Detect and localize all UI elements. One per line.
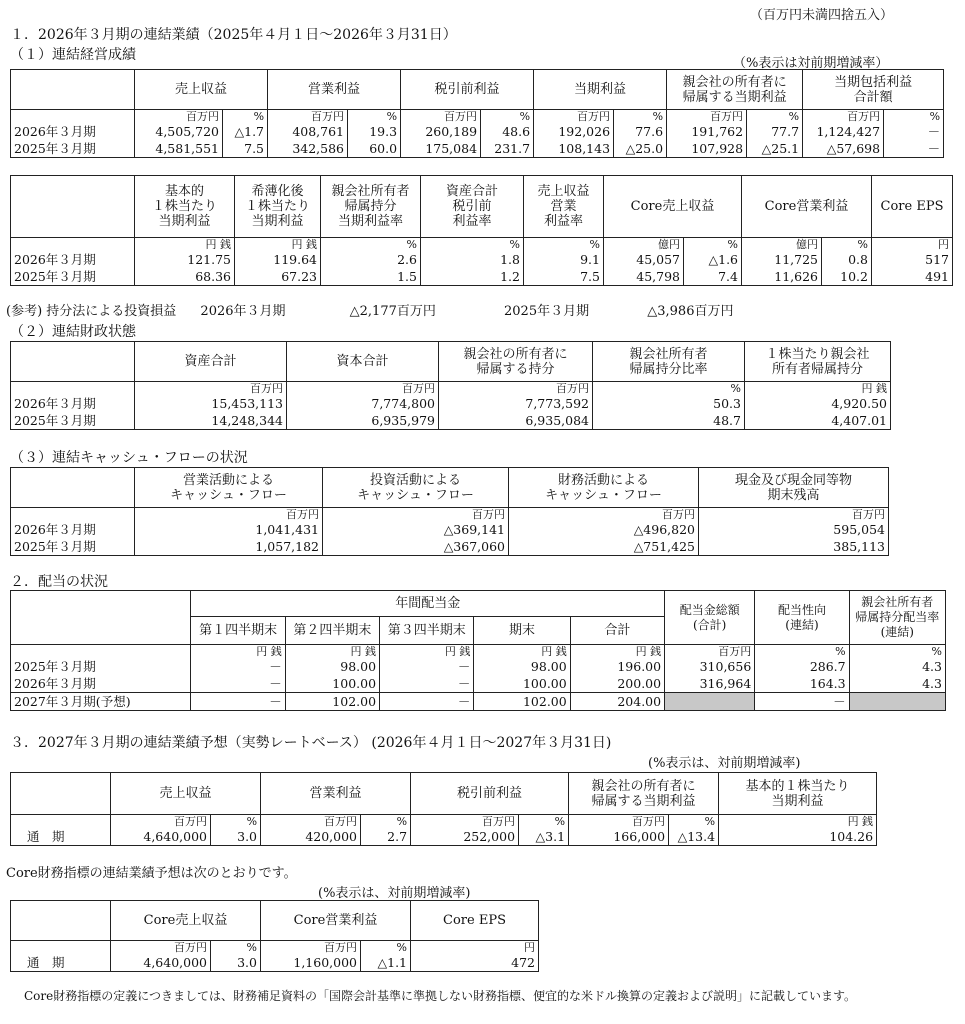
unit: % [593, 382, 745, 396]
cell: 1.2 [421, 268, 524, 286]
cell: － [191, 658, 285, 675]
cell: 1,160,000 [261, 954, 361, 972]
unit: 百万円 [135, 110, 223, 124]
group-header: 年間配当金 [191, 591, 665, 617]
cell: 316,964 [665, 675, 755, 693]
col-header: 親会社所有者 帰属持分 当期利益率 [321, 176, 421, 238]
unit: 円 銭 [235, 238, 321, 252]
cell: 0.8 [822, 251, 872, 268]
cell: 385,113 [699, 538, 889, 556]
col-header: Core EPS [872, 176, 953, 238]
cell: 4,581,551 [135, 140, 223, 158]
cell: 77.7 [747, 123, 803, 140]
row-label: 通 期 [11, 954, 111, 972]
rounding-note: （百万円未満四捨五入） [750, 8, 894, 23]
cell: 260,189 [401, 123, 481, 140]
cell: 166,000 [569, 828, 669, 846]
col-header: 親会社の所有者に 帰属する当期利益 [569, 773, 719, 815]
unit: 百万円 [401, 110, 481, 124]
col-header: 売上収益 [111, 773, 261, 815]
cell: － [191, 675, 285, 693]
unit: 百万円 [569, 815, 669, 829]
cash-flow-table [10, 467, 889, 556]
unit: 百万円 [667, 110, 747, 124]
col-header: 配当金総額 (合計) [665, 591, 755, 645]
col-header: 投資活動による キャッシュ・フロー [323, 468, 509, 508]
cell: 3.0 [211, 954, 261, 972]
unit: 百万円 [135, 382, 287, 396]
unit: % [223, 110, 268, 124]
cell: 4,640,000 [111, 954, 211, 972]
table-row [11, 251, 953, 268]
unit: 百万円 [111, 941, 211, 955]
cell: 45,798 [604, 268, 684, 286]
unit: % [519, 815, 569, 829]
cell: △3.1 [519, 828, 569, 846]
unit: 百万円 [323, 508, 509, 522]
cell: 107,928 [667, 140, 747, 158]
col-header: 現金及び現金同等物 期末残高 [699, 468, 889, 508]
cell: 4.3 [849, 658, 945, 675]
core-intro: Core財務指標の連結業績予想は次のとおりです。 [6, 866, 297, 881]
row-label: 2027年３月期(予想) [11, 693, 191, 711]
cell: 1,057,182 [135, 538, 323, 556]
cell: 102.00 [285, 693, 379, 711]
cell: 100.00 [285, 675, 379, 693]
section-3-title: ３．2027年３月期の連結業績予想（実勢レートベース） (2026年４月１日～2027年３月31日) [10, 735, 612, 751]
table-row [11, 140, 944, 158]
cell: 100.00 [474, 675, 570, 693]
unit: % [361, 941, 411, 955]
gray-cell [849, 693, 945, 711]
cell: 60.0 [348, 140, 401, 158]
cell: 164.3 [755, 675, 849, 693]
col-header: 財務活動による キャッシュ・フロー [509, 468, 699, 508]
cell: 98.00 [285, 658, 379, 675]
col-header: 合計 [570, 617, 664, 645]
unit: 百万円 [135, 508, 323, 522]
cell: 102.00 [474, 693, 570, 711]
table-row [11, 658, 946, 675]
row-label: 2025年３月期 [11, 140, 135, 158]
cell: 11,725 [742, 251, 822, 268]
table-row [11, 828, 877, 846]
unit: 百万円 [534, 110, 614, 124]
cell: 48.6 [481, 123, 534, 140]
unit: 百万円 [665, 645, 755, 659]
row-label: 2026年３月期 [11, 521, 135, 538]
ref-value: △3,986百万円 [647, 304, 734, 319]
cell: 48.7 [593, 412, 745, 430]
cell: 1,124,427 [803, 123, 884, 140]
cell: 231.7 [481, 140, 534, 158]
cell: 6,935,979 [287, 412, 439, 430]
unit: 円 銭 [474, 645, 570, 659]
unit: 円 [411, 941, 539, 955]
col-header: 売上収益 [135, 70, 268, 110]
ref-period: 2026年３月期 [200, 304, 286, 319]
unit: % [211, 815, 261, 829]
cell: 10.2 [822, 268, 872, 286]
cell: 7,773,592 [439, 395, 593, 412]
cell: 4.3 [849, 675, 945, 693]
cell: 204.00 [570, 693, 664, 711]
section-1-title: １．2026年３月期の連結業績（2025年４月１日～2026年３月31日） [10, 27, 457, 43]
equity-method-note [6, 300, 733, 319]
row-label: 2026年３月期 [11, 675, 191, 693]
forecast-table [10, 772, 877, 846]
cell: － [380, 658, 474, 675]
unit: 百万円 [699, 508, 889, 522]
cell: － [884, 140, 944, 158]
row-label: 2026年３月期 [11, 251, 135, 268]
col-header: 税引前利益 [411, 773, 569, 815]
cell: 104.26 [719, 828, 877, 846]
col-header: Core売上収益 [604, 176, 742, 238]
cell: － [755, 693, 849, 711]
cell: 286.7 [755, 658, 849, 675]
cell: － [380, 693, 474, 711]
col-header: 第１四半期末 [191, 617, 285, 645]
cell: 2.6 [321, 251, 421, 268]
table-row [11, 675, 946, 693]
cell: 420,000 [261, 828, 361, 846]
cell: △1.6 [684, 251, 742, 268]
cell: △13.4 [669, 828, 719, 846]
col-header: Core営業利益 [261, 901, 411, 941]
cell: 472 [411, 954, 539, 972]
cell: － [191, 693, 285, 711]
unit: 円 銭 [191, 645, 285, 659]
cell: 1,041,431 [135, 521, 323, 538]
row-label: 2025年３月期 [11, 658, 191, 675]
cell: 7.5 [223, 140, 268, 158]
table-row-forecast [11, 693, 946, 711]
cell: 4,505,720 [135, 123, 223, 140]
financial-position-table [10, 341, 891, 430]
col-header: 営業利益 [268, 70, 401, 110]
col-header: Core EPS [411, 901, 539, 941]
col-header: 資本合計 [287, 342, 439, 382]
cell: 252,000 [411, 828, 519, 846]
cell: 2.7 [361, 828, 411, 846]
cell: 4,640,000 [111, 828, 211, 846]
unit: % [348, 110, 401, 124]
cell: △25.1 [747, 140, 803, 158]
col-header: 第２四半期末 [285, 617, 379, 645]
col-header: １株当たり親会社 所有者帰属持分 [745, 342, 891, 382]
cell: △496,820 [509, 521, 699, 538]
col-header: 配当性向 (連結) [755, 591, 849, 645]
unit: 百万円 [411, 815, 519, 829]
unit: 円 銭 [285, 645, 379, 659]
unit: 円 銭 [719, 815, 877, 829]
cell: － [380, 675, 474, 693]
ref-label: (参考) 持分法による投資損益 [6, 304, 177, 319]
col-header: 親会社の所有者に 帰属する持分 [439, 342, 593, 382]
unit: 億円 [742, 238, 822, 252]
cell: 408,761 [268, 123, 348, 140]
cell: 342,586 [268, 140, 348, 158]
table-row [11, 268, 953, 286]
col-header: 資産合計 [135, 342, 287, 382]
cell: 7.5 [524, 268, 604, 286]
section-1-3-title: （３）連結キャッシュ・フローの状況 [10, 450, 248, 466]
unit: % [421, 238, 524, 252]
cell: 11,626 [742, 268, 822, 286]
col-header: 親会社の所有者に 帰属する当期利益 [667, 70, 803, 110]
table-row [11, 954, 539, 972]
cell: △751,425 [509, 538, 699, 556]
dividend-table [10, 590, 946, 711]
unit: % [321, 238, 421, 252]
cell: 7.4 [684, 268, 742, 286]
unit: 百万円 [803, 110, 884, 124]
cell: 108,143 [534, 140, 614, 158]
cell: 1.5 [321, 268, 421, 286]
unit: 百万円 [439, 382, 593, 396]
row-label: 2025年３月期 [11, 538, 135, 556]
cell: △57,698 [803, 140, 884, 158]
section-1-1-title: （１）連結経営成績 [10, 47, 136, 63]
pct-note: (%表示は、対前期増減率) [648, 756, 801, 771]
table-row [11, 123, 944, 140]
cell: 1.8 [421, 251, 524, 268]
unit: % [669, 815, 719, 829]
cell: 517 [872, 251, 953, 268]
cell: △369,141 [323, 521, 509, 538]
unit: % [684, 238, 742, 252]
unit: 円 [872, 238, 953, 252]
cell: 15,453,113 [135, 395, 287, 412]
col-header: 希薄化後 １株当たり 当期利益 [235, 176, 321, 238]
cell: 121.75 [135, 251, 235, 268]
cell: 595,054 [699, 521, 889, 538]
unit: % [524, 238, 604, 252]
cell: 192,026 [534, 123, 614, 140]
unit: 百万円 [287, 382, 439, 396]
cell: 14,248,344 [135, 412, 287, 430]
core-forecast-table [10, 900, 539, 972]
cell: 50.3 [593, 395, 745, 412]
col-header: Core売上収益 [111, 901, 261, 941]
col-header: 基本的 １株当たり 当期利益 [135, 176, 235, 238]
cell: 67.23 [235, 268, 321, 286]
results-table-2 [10, 175, 953, 286]
ref-period: 2025年３月期 [504, 304, 590, 319]
pct-note: (%表示は、対前期増減率) [318, 886, 471, 901]
section-1-2-title: （２）連結財政状態 [10, 324, 136, 340]
unit: % [211, 941, 261, 955]
unit: 円 銭 [380, 645, 474, 659]
cell: 196.00 [570, 658, 664, 675]
cell: 7,774,800 [287, 395, 439, 412]
cell: 119.64 [235, 251, 321, 268]
row-label: 2026年３月期 [11, 123, 135, 140]
results-table-1 [10, 69, 944, 158]
cell: △1.7 [223, 123, 268, 140]
footnote: Core財務指標の定義につきましては、財務補足資料の「国際会計基準に準拠しない財務指標、便宜的な米ドル換算の定義および説明」に記載しています。 [24, 989, 857, 1003]
unit: 百万円 [111, 815, 211, 829]
cell: △1.1 [361, 954, 411, 972]
pct-note: （%表示は対前期増減率） [733, 56, 889, 71]
section-2-title: ２．配当の状況 [10, 574, 108, 590]
col-header: 第３四半期末 [380, 617, 474, 645]
unit: % [755, 645, 849, 659]
cell: 175,084 [401, 140, 481, 158]
cell: 68.36 [135, 268, 235, 286]
col-header: 売上収益 営業 利益率 [524, 176, 604, 238]
col-header: Core営業利益 [742, 176, 872, 238]
cell: 6,935,084 [439, 412, 593, 430]
col-header: 営業利益 [261, 773, 411, 815]
cell: 9.1 [524, 251, 604, 268]
col-header: 営業活動による キャッシュ・フロー [135, 468, 323, 508]
col-header: 当期包括利益 合計額 [803, 70, 944, 110]
cell: 491 [872, 268, 953, 286]
col-header: 基本的１株当たり 当期利益 [719, 773, 877, 815]
cell: 310,656 [665, 658, 755, 675]
row-label: 2025年３月期 [11, 268, 135, 286]
unit: 円 銭 [570, 645, 664, 659]
col-header: 親会社所有者 帰属持分比率 [593, 342, 745, 382]
gray-cell [665, 693, 755, 711]
unit: 円 銭 [135, 238, 235, 252]
col-header: 親会社所有者 帰属持分配当率 (連結) [849, 591, 945, 645]
unit: % [747, 110, 803, 124]
row-label: 2026年３月期 [11, 395, 135, 412]
col-header: 資産合計 税引前 利益率 [421, 176, 524, 238]
col-header: 当期利益 [534, 70, 667, 110]
cell: 98.00 [474, 658, 570, 675]
unit: % [481, 110, 534, 124]
unit: 百万円 [268, 110, 348, 124]
cell: 3.0 [211, 828, 261, 846]
col-header: 期末 [474, 617, 570, 645]
unit: 億円 [604, 238, 684, 252]
unit: 円 銭 [745, 382, 891, 396]
row-label: 2025年３月期 [11, 412, 135, 430]
ref-value: △2,177百万円 [349, 304, 436, 319]
table-row [11, 521, 889, 538]
table-row [11, 538, 889, 556]
cell: △367,060 [323, 538, 509, 556]
cell: 19.3 [348, 123, 401, 140]
unit: % [884, 110, 944, 124]
unit: 百万円 [509, 508, 699, 522]
unit: % [614, 110, 667, 124]
cell: 191,762 [667, 123, 747, 140]
unit: 百万円 [261, 941, 361, 955]
unit: % [849, 645, 945, 659]
unit: 百万円 [261, 815, 361, 829]
col-header: 税引前利益 [401, 70, 534, 110]
cell: 200.00 [570, 675, 664, 693]
cell: △25.0 [614, 140, 667, 158]
row-label: 通 期 [11, 828, 111, 846]
unit: % [822, 238, 872, 252]
table-row [11, 395, 891, 412]
table-row [11, 412, 891, 430]
unit: % [361, 815, 411, 829]
cell: 77.6 [614, 123, 667, 140]
cell: 4,920.50 [745, 395, 891, 412]
cell: 4,407.01 [745, 412, 891, 430]
cell: － [884, 123, 944, 140]
cell: 45,057 [604, 251, 684, 268]
